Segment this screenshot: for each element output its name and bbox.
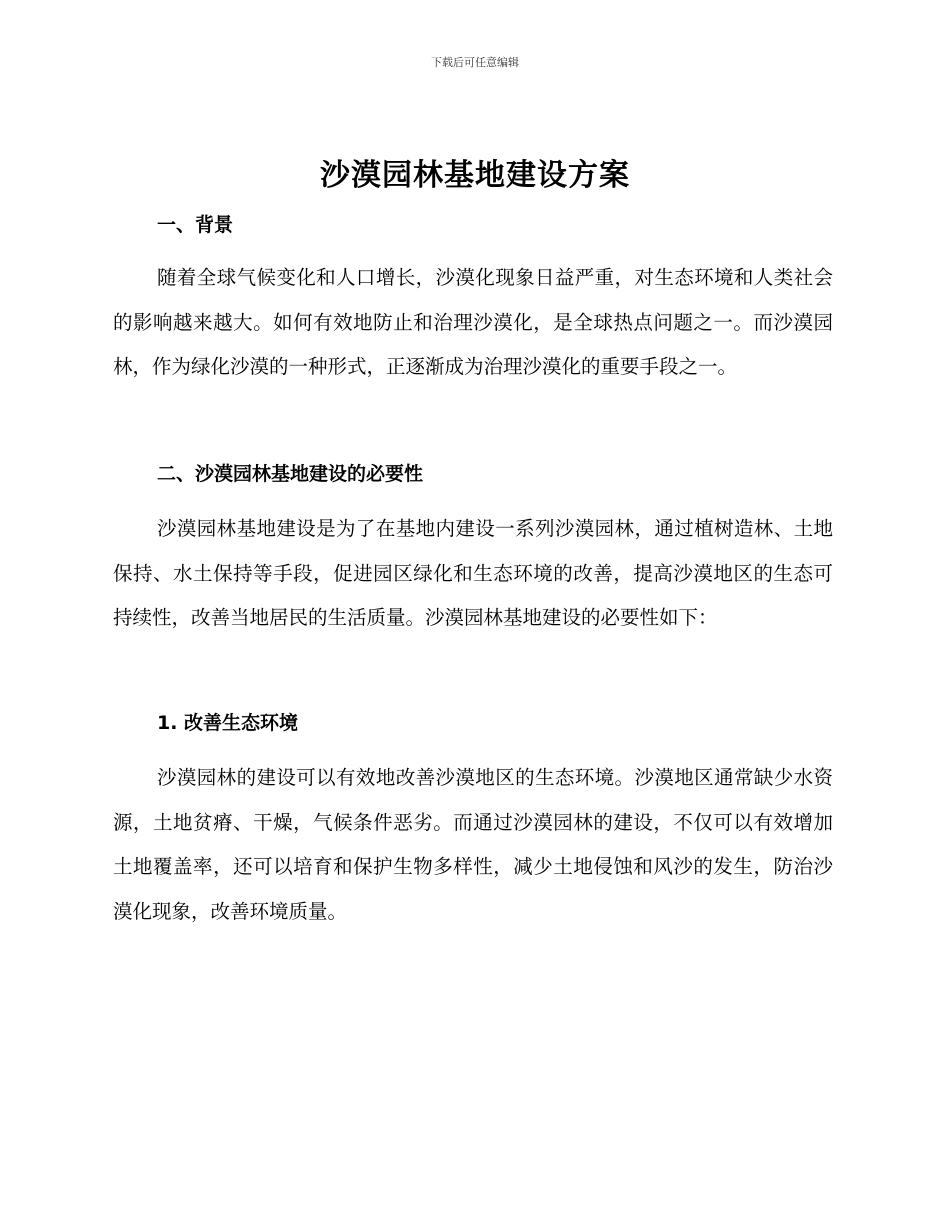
section-paragraph-background: 随着全球气候变化和人口增长，沙漠化现象日益严重，对生态环境和人类社会的影响越来越大。如何有效地防止和治理沙漠化，是全球热点问题之一。而沙漠园林，作为绿化沙漠的一种形式，正逐渐成为治理沙漠化的重要手段之一。 [113,266,833,378]
document-title: 沙漠园林基地建设方案 [320,158,630,193]
section-paragraph-necessity: 沙漠园林基地建设是为了在基地内建设一系列沙漠园林，通过植树造林、土地保持、水土保持等手段，促进园区绿化和生态环境的改善，提高沙漠地区的生态可持续性，改善当地居民的生活质量。沙漠园林基地建设的必要性如下： [113,517,833,629]
subsection-heading-ecology: 1. 改善生态环境 [157,712,299,734]
subsection-paragraph-ecology: 沙漠园林的建设可以有效地改善沙漠地区的生态环境。沙漠地区通常缺少水资源，土地贫瘠、干燥，气候条件恶劣。而通过沙漠园林的建设，不仅可以有效增加土地覆盖率，还可以培育和保护生物多样性，减少土地侵蚀和风沙的发生，防治沙漠化现象，改善环境质量。 [113,766,833,923]
section-heading-necessity: 二、沙漠园林基地建设的必要性 [157,463,424,485]
header-note: 下载后可任意编辑 [431,56,519,69]
section-heading-background: 一、背景 [157,214,234,236]
